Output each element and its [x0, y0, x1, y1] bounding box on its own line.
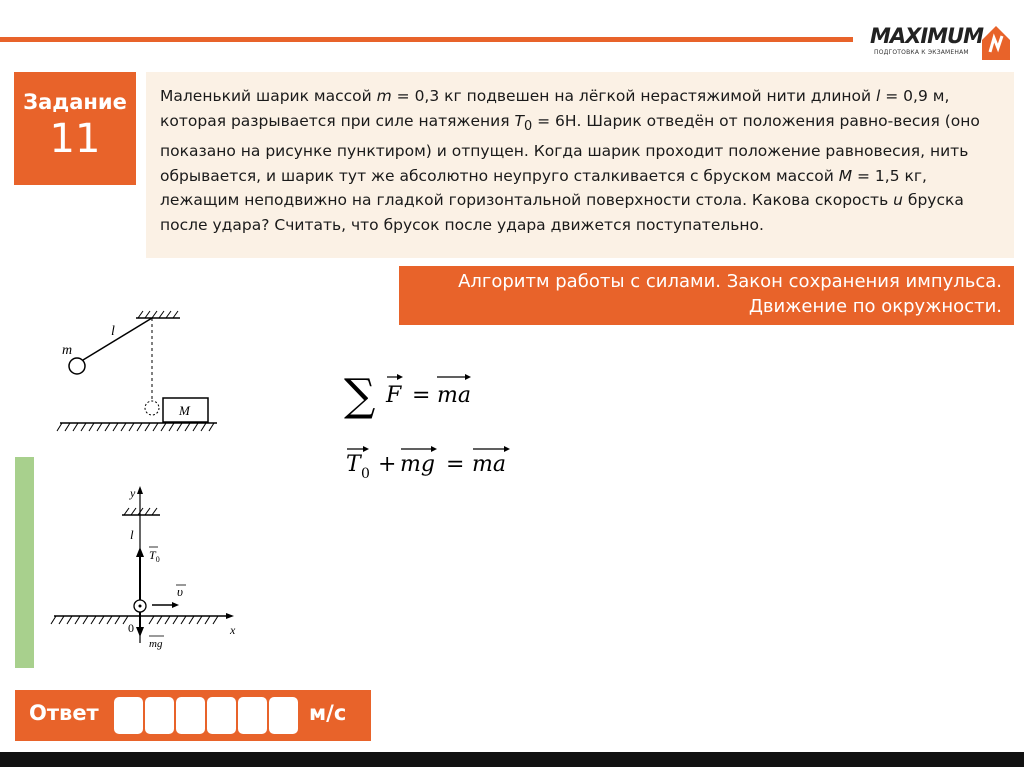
svg-text:0: 0 [361, 466, 370, 482]
label-m: m [62, 343, 73, 358]
answer-unit: м/с [309, 701, 347, 725]
task-number-box [14, 72, 136, 185]
problem-statement [146, 72, 1014, 258]
task-label: Задание [23, 90, 127, 114]
svg-text:T: T [346, 452, 361, 477]
logo-brand-text: MAXIMUM [870, 24, 984, 48]
label-l: l [130, 527, 134, 542]
answer-cell[interactable] [145, 697, 174, 734]
equation-forces [344, 446, 524, 486]
bottom-rule [0, 752, 1024, 767]
answer-cell[interactable] [176, 697, 205, 734]
topic-line-2: Движение по окружности. [748, 296, 1002, 317]
answer-cell[interactable] [207, 697, 236, 734]
brand-logo [868, 22, 1018, 68]
answer-cell[interactable] [238, 697, 267, 734]
answer-bar [15, 690, 371, 741]
equation-newton-sum [344, 362, 494, 422]
logo-tagline: ПОДГОТОВКА К ЭКЗАМЕНАМ [874, 49, 969, 56]
label-v: υ [177, 584, 183, 599]
svg-text:=: = [412, 383, 431, 408]
pendulum-figure [52, 306, 222, 438]
svg-text:∑: ∑ [344, 370, 376, 421]
svg-text:+: + [378, 452, 397, 477]
svg-text:F: F [386, 383, 402, 408]
svg-text:ma: ma [437, 383, 471, 408]
label-mg: mg [149, 638, 163, 650]
ball-shape [69, 358, 85, 374]
top-rule [0, 37, 853, 42]
side-accent-bar [15, 457, 34, 668]
answer-label: Ответ [29, 701, 99, 725]
label-origin: 0 [128, 621, 134, 635]
problem-text: Маленький шарик массой m = 0,3 кг подвешен на лёгкой нерастяжимой нити длиной l = 0,9 м, которая разрывается при силе натяжения $T_0 = 6Н$. Шарик отведён от положения равно-весия (оно показано на рисунке пунктиром) и отпущен. Когда шарик проходит положение равновесия, нить обрывается, и шарик тут же абсолютно неупруго сталкивается с бруском массой M = 1,5 кг, лежащим неподвижно на гладкой горизонтальной поверхности стола. Какова скорость u бруска после удара? Считать, что брусок после удара движется поступательно. [160, 87, 980, 234]
label-M: M [179, 403, 190, 418]
topic-banner [399, 266, 1014, 325]
label-x: x [230, 623, 236, 637]
label-T: $T_0$ [149, 548, 160, 564]
answer-cell[interactable] [269, 697, 298, 734]
topic-line-1: Алгоритм работы с силами. Закон сохранения импульса. [458, 271, 1002, 292]
label-y: y [130, 486, 136, 500]
answer-cells [114, 697, 300, 734]
logo-house-icon [980, 22, 1012, 62]
svg-text:=: = [446, 452, 465, 477]
label-l: l [111, 324, 115, 339]
svg-text:ma: ma [472, 452, 506, 477]
task-number: 11 [49, 116, 101, 162]
force-diagram-figure [48, 483, 248, 653]
svg-text:mg: mg [400, 452, 435, 477]
answer-cell[interactable] [114, 697, 143, 734]
